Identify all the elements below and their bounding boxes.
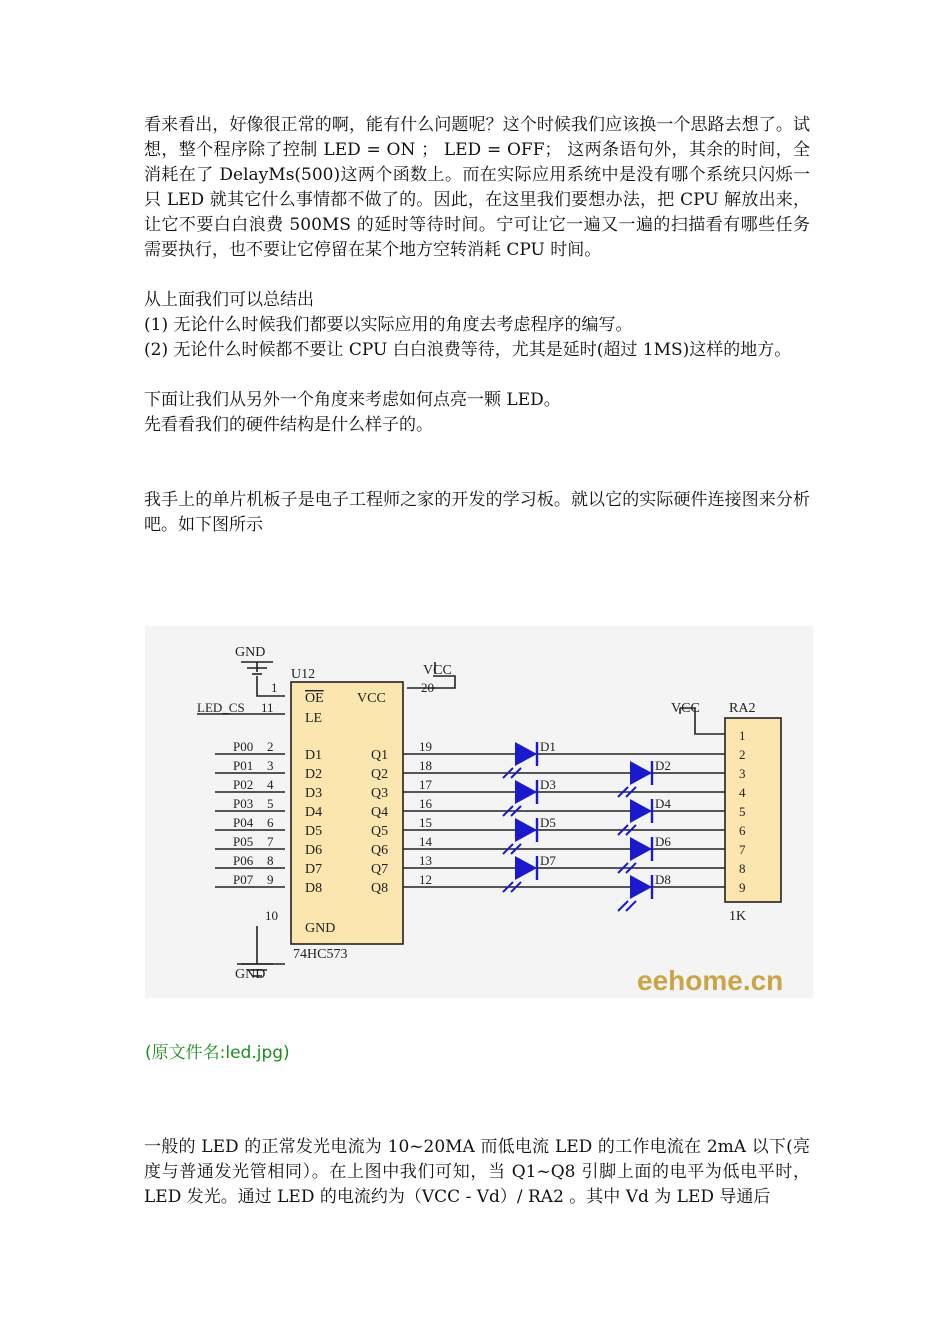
led-label-d2: D2 [655,758,671,773]
output-guide-7 [403,868,725,887]
output-pin-6: 14 [419,834,432,849]
input-net-8: P07 [233,872,254,887]
input-net-4: P03 [233,796,254,811]
summary-heading: 从上面我们可以总结出 [144,290,314,310]
ra-label: RA2 [729,701,756,716]
led-schematic-figure [145,626,813,998]
chip-gnd-pin: GND [305,921,336,936]
chip-name: 74HC573 [293,947,348,962]
ra-pin-5: 5 [739,804,746,819]
input-pin-2: 3 [267,758,274,773]
input-net-6: P05 [233,834,254,849]
le-net: LED_CS [197,700,245,715]
led-schematic [145,626,813,998]
input-pin-7: 8 [267,853,274,868]
input-net-7: P06 [233,853,254,868]
chip-input-label-3: D3 [305,786,323,801]
output-guide-8 [403,887,725,906]
output-pin-8: 12 [419,872,432,887]
ra-pin-2: 2 [739,747,746,762]
chip-vcc-pin: VCC [357,691,386,706]
lead-line-1: 下面让我们从另外一个角度来考虑如何点亮一颗 LED。 [144,390,561,410]
led-label-d3: D3 [540,777,556,792]
led-label-d4: D4 [655,796,671,811]
output-guide-4 [403,811,725,830]
ra-pin-1: 1 [739,728,746,743]
output-guide-5 [403,830,725,849]
input-pin-4: 5 [267,796,274,811]
led-label-d1: D1 [540,739,556,754]
chip-output-label-4: Q4 [371,805,389,820]
resistor-network-ra2 [725,718,781,902]
board-paragraph: 我手上的单片机板子是电子工程师之家的开发的学习板。就以它的实际硬件连接图来分析吧。如下图所示 [144,490,810,535]
vcc-right-label: VCC [671,701,700,716]
intro-paragraph: 看来看出，好像很正常的啊，能有什么问题呢？这个时候我们应该换一个思路去想了。试想，整个程序除了控制 LED = ON ； LED = OFF； 这两条语句外，其余的时间，全消耗在了 DelayMs(500)这两个函数上。而在实际应用系统中是没有哪个系统只闪烁一只 LED 就其它什么事情都不做了的。因此，在这里我们要想办法，把 CPU 解放出来，让它不要白白浪费 500MS 的延时等待时间。宁可让它一遍又一遍的扫描看有哪些任务需要执行，也不要让它停留在某个地方空转消耗 CPU 时间。 [144,115,810,260]
article-body [144,113,810,538]
led-label-d8: D8 [655,872,671,887]
chip-input-label-8: D8 [305,881,323,896]
led-d6 [630,837,652,861]
pin-11: 11 [261,700,274,715]
led-d4 [630,799,652,823]
chip-input-label-5: D5 [305,824,323,839]
chip-output-label-8: Q8 [371,881,389,896]
input-pin-3: 4 [267,777,274,792]
input-pin-1: 2 [267,739,274,754]
input-pin-8: 9 [267,872,274,887]
pin-20: 20 [421,680,434,695]
output-pin-5: 15 [419,815,432,830]
chip-input-label-2: D2 [305,767,323,782]
output-guide-1 [403,754,725,773]
input-net-5: P04 [233,815,254,830]
watermark: eehome.cn [637,965,784,996]
ra-pin-4: 4 [739,785,746,800]
chip-output-label-2: Q2 [371,767,389,782]
output-pin-4: 16 [419,796,432,811]
chip-output-label-3: Q3 [371,786,389,801]
output-pin-1: 19 [419,739,432,754]
ra-value: 1K [729,909,747,924]
chip-output-label-7: Q7 [371,862,389,877]
input-pin-6: 7 [267,834,274,849]
chip-ref: U12 [291,667,316,682]
ra-pin-3: 3 [739,766,746,781]
led-d3 [515,780,537,804]
led-label-d6: D6 [655,834,671,849]
chip-input-label-6: D6 [305,843,323,858]
chip-input-label-1: D1 [305,748,323,763]
ra-pin-9: 9 [739,880,746,895]
input-net-1: P00 [233,739,254,754]
bottom-paragraph: 一般的 LED 的正常发光电流为 10~20MA 而低电流 LED 的工作电流在 2mA 以下(亮度与普通发光管相同）。在上图中我们可知，当 Q1~Q8 引脚上面的电平为低电平时，LED 发光。通过 LED 的电流约为（VCC - Vd）/ RA2 。其中 Vd 为 LED 导通后 [144,1137,810,1207]
led-d8 [630,875,652,899]
vcc-top-label: VCC [423,663,452,678]
pin-1: 1 [271,680,278,695]
oe-label: OE [305,691,324,706]
input-net-3: P02 [233,777,254,792]
summary-item-2: (2) 无论什么时候都不要让 CPU 白白浪费等待，尤其是延时(超过 1MS)这样的地方。 [144,340,792,360]
le-label: LE [305,711,323,726]
led-d7 [515,856,537,880]
figure-caption: (原文件名:led.jpg) [145,1043,290,1063]
input-net-2: P01 [233,758,254,773]
gnd-bottom-label: GND [235,967,266,982]
chip-output-label-6: Q6 [371,843,389,858]
output-guide-3 [403,792,725,811]
led-d2 [630,761,652,785]
summary-item-1: (1) 无论什么时候我们都要以实际应用的角度去考虑程序的编写。 [144,315,633,335]
led-d5 [515,818,537,842]
output-guide-2 [403,773,725,792]
ra-pin-6: 6 [739,823,746,838]
chip-input-label-4: D4 [305,805,323,820]
led-d1 [515,742,537,766]
chip-input-label-7: D7 [305,862,323,877]
ra-pin-8: 8 [739,861,746,876]
output-pin-7: 13 [419,853,432,868]
output-pin-2: 18 [419,758,432,773]
input-pin-5: 6 [267,815,274,830]
pin-10: 10 [265,908,278,923]
led-label-d5: D5 [540,815,556,830]
ra-pin-7: 7 [739,842,746,857]
bottom-section [144,1135,810,1210]
gnd-top-label: GND [235,645,266,660]
led-label-d7: D7 [540,853,556,868]
chip-output-label-1: Q1 [371,748,389,763]
output-guide-6 [403,849,725,868]
chip-output-label-5: Q5 [371,824,389,839]
output-pin-3: 17 [419,777,432,792]
lead-line-2: 先看看我们的硬件结构是什么样子的。 [144,415,433,435]
